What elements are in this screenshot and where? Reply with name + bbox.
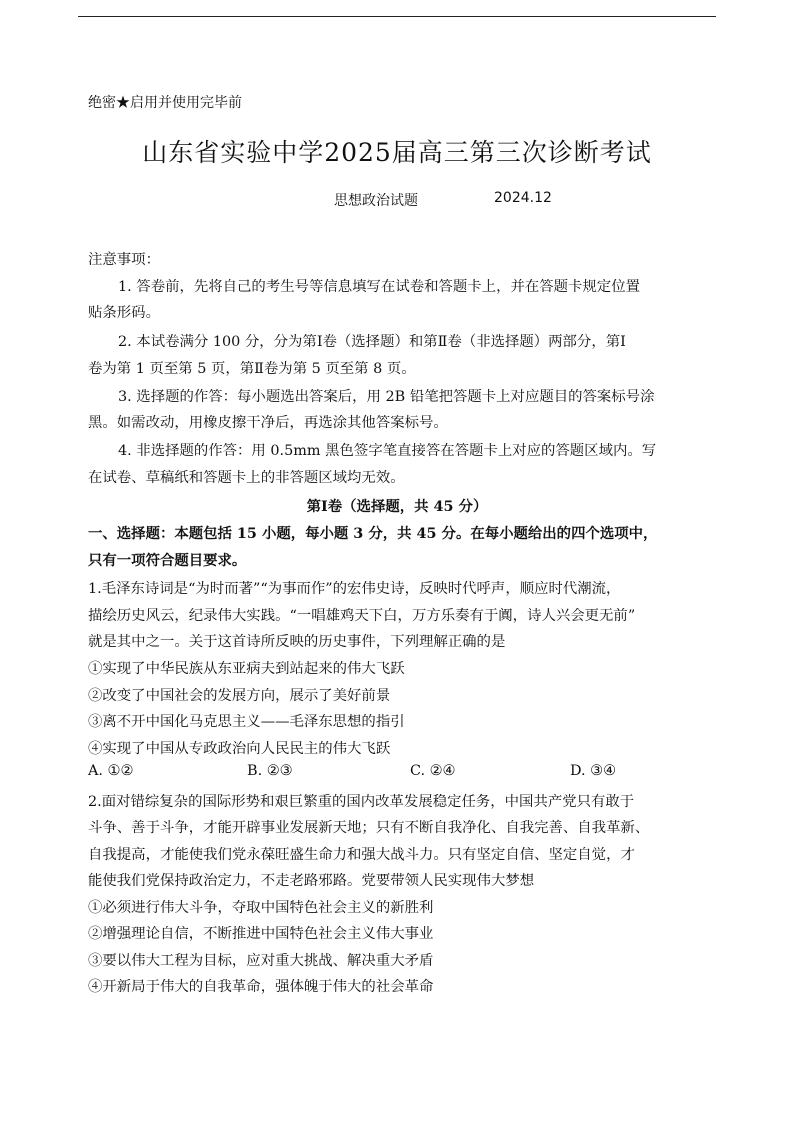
q2-stem-line: 2.面对错综复杂的国际形势和艰巨繁重的国内改革发展稳定任务，中国共产党只有敢于 — [88, 794, 635, 810]
exam-title: 山东省实验中学2025届高三第三次诊断考试 — [142, 138, 652, 167]
q1-option-d: D. ③④ — [570, 763, 616, 779]
notice-line: 卷为第 1 页至第 5 页，第Ⅱ卷为第 5 页至第 8 页。 — [88, 361, 416, 377]
notice-line: 贴条形码。 — [88, 305, 160, 321]
notice-line: 黑。如需改动，用橡皮擦干净后，再选涂其他答案标号。 — [88, 415, 448, 431]
notice-line: 在试卷、草稿纸和答题卡上的非答题区域均无效。 — [88, 470, 405, 486]
q1-statement: ④实现了中国从专政政治向人民民主的伟大飞跃 — [88, 741, 391, 757]
q2-stem-line: 斗争、善于斗争，才能开辟事业发展新天地；只有不断自我净化、自我完善、自我革新、 — [88, 820, 650, 836]
q2-stem-line: 能使我们党保持政治定力，不走老路邪路。党要带领人民实现伟大梦想 — [88, 873, 535, 889]
notice-line: 2. 本试卷满分 100 分，分为第Ⅰ卷（选择题）和第Ⅱ卷（非选择题）两部分，第Ⅰ — [118, 334, 626, 350]
notice-line: 3. 选择题的作答：每小题选出答案后，用 2B 铅笔把答题卡上对应题目的答案标号涂 — [118, 389, 655, 405]
q1-stem-line: 描绘历史风云，纪录伟大实践。“一唱雄鸡天下白，万方乐奏有于阗，诗人兴会更无前” — [88, 608, 636, 624]
notice-line: 4. 非选择题的作答：用 0.5mm 黑色签字笔直接答在答题卡上对应的答题区域内。写 — [118, 443, 657, 459]
q1-stem-line: 就是其中之一。关于这首诗所反映的历史事件，下列理解正确的是 — [88, 634, 506, 650]
q1-statement: ③离不开中国化马克思主义——毛泽东思想的指引 — [88, 714, 405, 730]
section-instruction: 一、选择题：本题包括 15 小题，每小题 3 分，共 45 分。在每小题给出的四个选项中， — [88, 525, 658, 542]
header-rule — [78, 16, 716, 17]
q1-statement: ①实现了中华民族从东亚病夫到站起来的伟大飞跃 — [88, 661, 405, 677]
q2-statement: ④开新局于伟大的自我革命，强体魄于伟大的社会革命 — [88, 979, 434, 995]
exam-date: 2024.12 — [494, 190, 552, 206]
notice-heading: 注意事项： — [88, 252, 160, 268]
q1-statement: ②改变了中国社会的发展方向，展示了美好前景 — [88, 688, 391, 704]
q1-stem-line: 1.毛泽东诗词是“为时而著”“为事而作”的宏伟史诗，反映时代呼声，顺应时代潮流， — [88, 581, 621, 597]
q2-statement: ③要以伟大工程为目标，应对重大挑战、解决重大矛盾 — [88, 953, 434, 969]
q2-stem-line: 自我提高，才能使我们党永葆旺盛生命力和强大战斗力。只有坚定自信、坚定自觉，才 — [88, 847, 635, 863]
secret-label: 绝密★启用并使用完毕前 — [88, 95, 242, 111]
q1-option-b: B. ②③ — [247, 763, 293, 779]
q2-statement: ②增强理论自信，不断推进中国特色社会主义伟大事业 — [88, 926, 434, 942]
q1-option-a: A. ①② — [88, 763, 134, 779]
q2-statement: ①必须进行伟大斗争，夺取中国特色社会主义的新胜利 — [88, 900, 434, 916]
section-instruction: 只有一项符合题目要求。 — [88, 552, 247, 569]
notice-line: 1. 答卷前，先将自己的考生号等信息填写在试卷和答题卡上，并在答题卡规定位置 — [118, 279, 640, 295]
part-title: 第Ⅰ卷（选择题，共 45 分） — [306, 498, 488, 515]
subject-label: 思想政治试题 — [334, 193, 418, 209]
q1-option-c: C. ②④ — [410, 763, 456, 779]
